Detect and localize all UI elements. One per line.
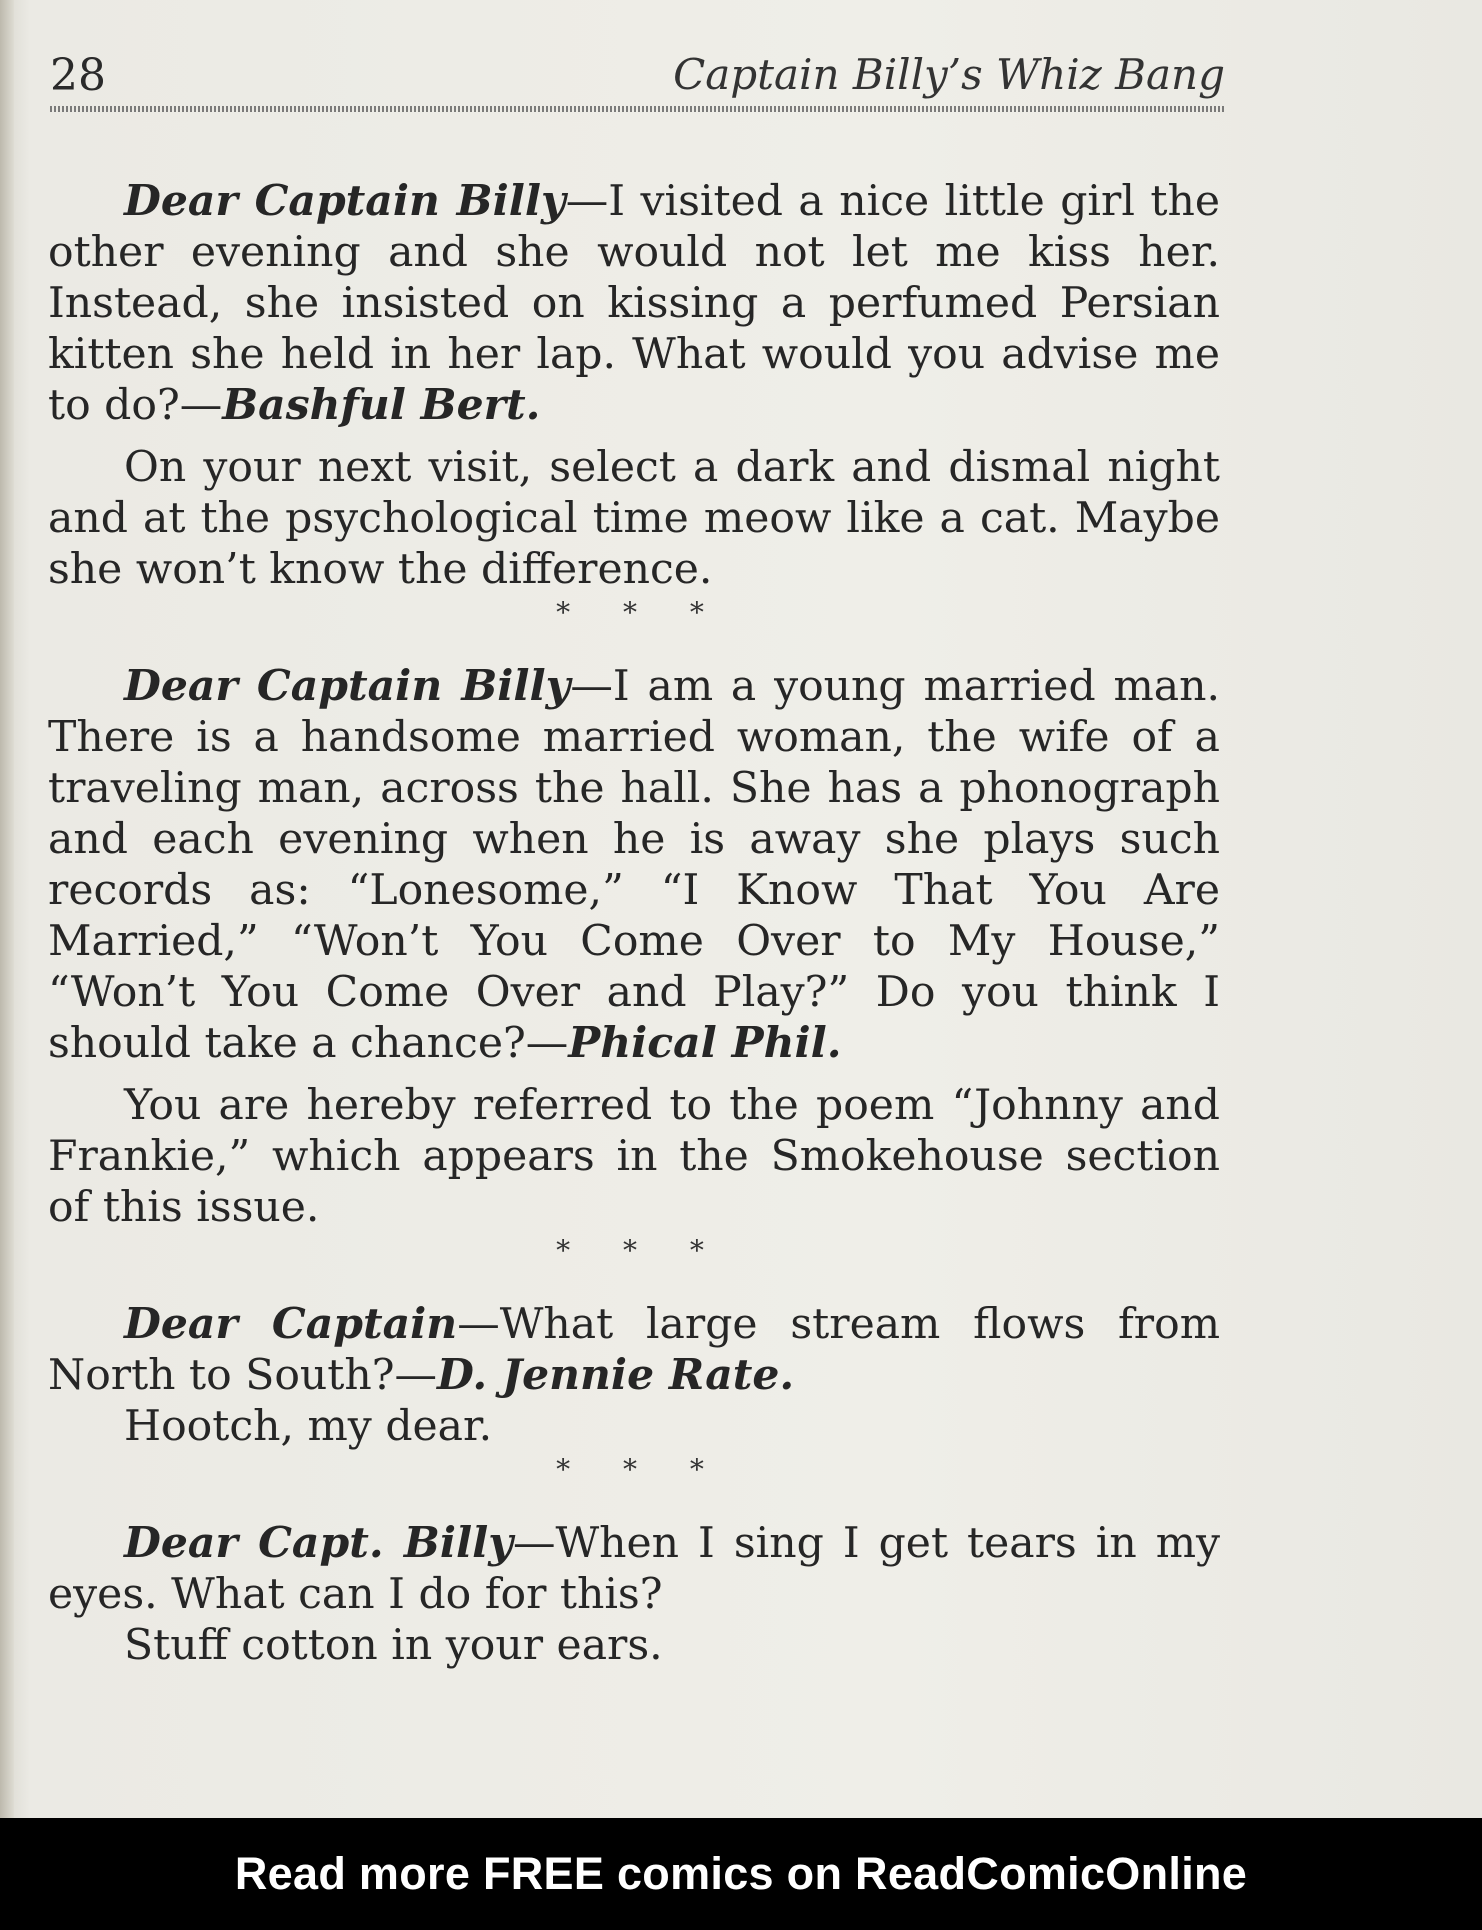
letter-2-question: —I am a young married man. There is a handsome married woman, the wife of a traveling man, across the hall. She has a phonograph and each evening when he is away she plays such records as: “Lonesome,” “I Know That You Are Married,” “Won’t You Come Over to My House,” “Won’t You Come Over and Play?” Do you think I should take a chance?— xyxy=(48,662,1220,1068)
separator-2: * * * xyxy=(556,1234,726,1267)
promo-banner[interactable] xyxy=(0,1818,1482,1930)
answer-3: Hootch, my dear. xyxy=(124,1402,493,1451)
letter-2 xyxy=(48,661,1220,1069)
letter-1-question: —I visited a nice little girl the other evening and she would not let me kiss her. Instead, she insisted on kissing a perfumed Persian kitten she held in her lap. What would you advise me to do?— xyxy=(48,177,1220,430)
running-head xyxy=(50,50,1225,106)
separator-1: * * * xyxy=(556,596,726,629)
letter-2-salutation: Dear Captain Billy xyxy=(124,661,571,711)
header-rule xyxy=(50,106,1225,112)
letter-4 xyxy=(48,1518,1220,1620)
letter-1-salutation: Dear Captain Billy xyxy=(124,176,566,226)
letter-1 xyxy=(48,176,1220,431)
separator-3: * * * xyxy=(556,1453,726,1486)
page-spine-shadow xyxy=(0,0,14,1818)
letter-3-signature: D. Jennie Rate. xyxy=(437,1350,795,1400)
page-number: 28 xyxy=(50,50,106,101)
answer-1: On your next visit, select a dark and dismal night and at the psychological time meow like a cat. Maybe she won’t know the difference. xyxy=(48,443,1220,594)
promo-banner-text[interactable]: Read more FREE comics on ReadComicOnline xyxy=(234,1848,1248,1899)
letter-1-signature: Bashful Bert. xyxy=(222,380,541,430)
letter-4-question: —When I sing I get tears in my eyes. What can I do for this? xyxy=(48,1519,1221,1619)
letter-4-salutation: Dear Capt. Billy xyxy=(124,1518,513,1568)
letter-3-salutation: Dear Captain xyxy=(124,1299,458,1349)
letter-2-signature: Phical Phil. xyxy=(568,1018,842,1068)
answer-2: You are hereby referred to the poem “Johnny and Frankie,” which appears in the Smokehouse section of this issue. xyxy=(48,1081,1220,1232)
article-body xyxy=(48,176,1220,1671)
answer-4: Stuff cotton in your ears. xyxy=(124,1621,663,1670)
running-title: Captain Billy’s Whiz Bang xyxy=(673,50,1225,99)
letter-3-question: —What large stream flows from North to South?— xyxy=(48,1300,1220,1400)
letter-3 xyxy=(48,1299,1220,1401)
